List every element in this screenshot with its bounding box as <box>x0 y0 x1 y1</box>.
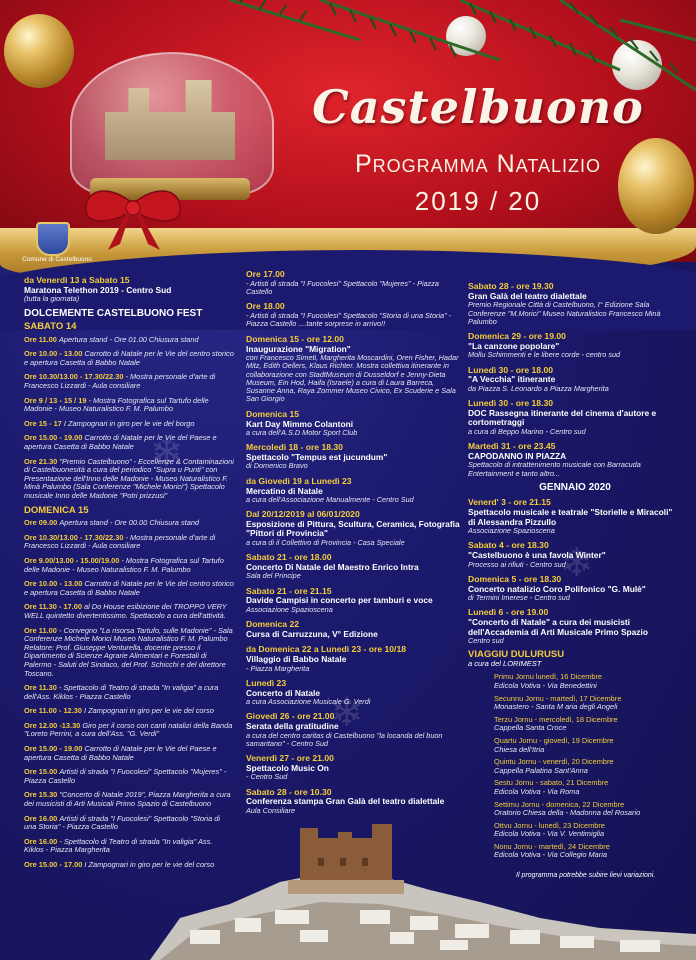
event-desc: Centro sud <box>468 635 504 645</box>
viaggiu-place: Edicola Votiva - Via Benedettini <box>494 680 597 690</box>
event-date: Domenica 22 <box>246 619 300 630</box>
event-title: Spettacolo "Tempus est jucundum" <box>246 452 388 463</box>
event-date: Martedì 31 - ore 23.45 <box>468 441 556 451</box>
event-date: Domenica 29 - ore 19.00 <box>468 331 566 342</box>
schedule-time: Ore 10.30/13.00 - 17.30/22.30 <box>24 372 124 382</box>
event <box>468 541 682 569</box>
schedule-item <box>24 768 234 785</box>
schedule-item <box>24 707 234 716</box>
schedule-item <box>24 336 234 345</box>
event-desc: Premio Regionale Città di Castelbuono, I° Edizione Sala Conferenze "M.Morici" Museo Naturalistico Francesco Minà Palumbo <box>468 300 661 326</box>
event-title: Villaggio di Babbo Natale <box>246 654 347 665</box>
event-date: Mercoledì 18 - ore 18.30 <box>246 442 343 453</box>
schedule-item <box>24 420 234 429</box>
schedule-item <box>24 434 234 451</box>
event-date: da Domenica 22 a Lunedì 23 - ore 10/18 <box>246 644 407 655</box>
sabato-list <box>24 336 234 501</box>
viaggiu-place: Chiesa dell'Itria <box>494 744 545 754</box>
schedule-desc: "Concerto di Natale 2019", Piazza Margherita a cura dei musicisti di Arti Musicali Primo Spazio di Castelbuono <box>24 790 231 809</box>
viaggiu-day: Quartu Jornu - giovedì, 19 Dicembre <box>494 735 614 745</box>
event <box>468 282 682 326</box>
event-desc: a cura dell'A.S.D Motor Sport Club <box>246 427 358 437</box>
event <box>468 442 682 478</box>
event-desc: da Piazza S. Leonardo a Piazza Margherita <box>468 383 609 393</box>
event-desc: di Termini Imerese - Centro sud <box>468 593 570 602</box>
comune-label: Comune di Castelbuono <box>22 256 92 263</box>
event-title: Conferenza stampa Gran Galà del teatro dialettale <box>246 796 445 807</box>
schedule-desc: Artisti di strada "I Fuocolesi" Spettacolo "Mujeres" - Piazza Castello <box>24 767 227 785</box>
viaggiu-title: VIAGGIU DULURUSU <box>468 649 565 661</box>
viaggiu-place: Monastero - Santa M aria degli Angeli <box>494 702 618 712</box>
snowflake-icon: ❄ <box>330 691 364 735</box>
event-desc: Sala del Principe <box>246 571 301 581</box>
event-title: CAPODANNO IN PIAZZA <box>468 450 567 461</box>
event-date: Sabato 21 - ore 18.00 <box>246 552 332 563</box>
schedule-time: Ore 15.00 - 17.00 <box>24 860 83 869</box>
schedule-desc: - Mostra personale d'arte di Francesco Lizzardi - Aula consiliare <box>24 372 216 391</box>
event-title: "La canzone popolare" <box>468 340 560 351</box>
schedule-item <box>24 684 234 701</box>
schedule-time: Ore 10.00 - 13.00 <box>24 579 83 589</box>
event-desc: Mollu Schimmenti e le libere corde - centro sud <box>468 350 621 360</box>
event-title: Concerto natalizio Coro Polifonico "G. Mulè" <box>468 583 646 594</box>
event-desc: Associazione Spazioscena <box>468 526 555 535</box>
viaggiu-item <box>494 758 682 775</box>
schedule-desc: I Zampognari in giro per le vie del borgo <box>63 418 195 428</box>
event-date: Sabato 28 - ore 19.30 <box>468 281 554 291</box>
event-date: Ore 18.00 <box>246 301 285 312</box>
event <box>246 645 464 673</box>
schedule-time: Ore 15.00 - 19.00 <box>24 744 83 754</box>
event-title: Maratona Telethon 2019 - Centro Sud <box>24 284 172 295</box>
snowflake-icon: ❄ <box>150 431 184 475</box>
event-desc: - Piazza Margherita <box>246 663 310 673</box>
schedule-desc: - Mostra Fotografica sul Tartufo delle Madonie - Museo Naturalistico F. M. Palumbo <box>24 395 209 414</box>
january-heading: GENNAIO 2020 <box>539 481 611 493</box>
program-year: 2019 / 20 <box>414 186 542 216</box>
event-desc: Spettacolo di intrattenimento musicale con Barracuda Entertainment e tanto altro... <box>468 460 641 478</box>
december-events <box>468 282 682 478</box>
event-date: Domenica 15 <box>246 408 300 419</box>
schedule-item <box>24 580 234 597</box>
schedule-item <box>24 519 234 528</box>
event <box>246 410 464 438</box>
event-title: "A Vecchia" itinerante <box>468 374 556 385</box>
schedule-item <box>24 458 234 501</box>
event <box>468 399 682 436</box>
day-heading: DOMENICA 15 <box>24 504 89 516</box>
event-date: Sabato 28 - ore 10.30 <box>246 786 332 797</box>
event-date: Venerd' 3 - ore 21.15 <box>468 497 551 508</box>
event-date: Sabato 4 - ore 18.30 <box>468 540 549 551</box>
schedule-time: Ore 15.00 - 19.00 <box>24 433 83 443</box>
viaggiu-place: Cappella Santa Croce <box>494 723 567 733</box>
schedule-item <box>24 350 234 367</box>
event <box>468 608 682 645</box>
schedule-time: Ore 10.00 - 13.00 <box>24 349 83 359</box>
schedule-desc: Carrotto di Natale per le Vie del centro storico e apertura Casetta di Babbo Natale <box>24 349 234 367</box>
schedule-desc: - Spettacolo di Teatro di strada "In valigia" a cura dell'Ass. Kiklos - Piazza Castello <box>24 683 219 701</box>
schedule-desc: Giro per il corso con canti natalizi della Banda "Loreto Perrini, a cura dell'Ass. "G. Verdi" <box>24 720 233 739</box>
event-desc: - Centro Sud <box>246 772 288 782</box>
schedule-item <box>24 534 234 551</box>
viaggiu-day: Nonu Jornu - martedì, 24 Dicembre <box>494 841 610 851</box>
schedule-item <box>24 745 234 762</box>
event-title: Cursa di Carruzzuna, V° Edizione <box>246 628 378 639</box>
event-desc: a cura dell'Associazione Manualmente - Centro Sud <box>246 494 414 504</box>
event-desc: Aula Consiliare <box>246 805 296 815</box>
column-2 <box>246 270 464 821</box>
viaggiu-place: Cappella Palatina Sant'Anna <box>494 765 588 775</box>
viaggiu-item <box>494 673 682 690</box>
event-date: Domenica 5 - ore 18.30 <box>468 573 562 584</box>
schedule-desc: - Spettacolo di Teatro di strada "In valigia" Ass. Kiklos - Piazza Margherita <box>24 836 213 855</box>
red-bow-icon <box>78 182 188 252</box>
event <box>246 679 464 707</box>
january-events <box>468 498 682 645</box>
event-date: Lunedì 23 <box>246 677 287 688</box>
schedule-time: Ore 16.00 <box>24 836 58 846</box>
viaggiu-place: Oratorio Chiesa della - Madonna del Rosario <box>494 808 641 818</box>
event-date: Domenica 15 - ore 12.00 <box>246 333 344 344</box>
schedule-time: Ore 9.00/13.00 - 15.00/19.00 <box>24 555 120 565</box>
schedule-desc: Apertura stand - Ore 00.00 Chiusura stand <box>59 518 200 528</box>
schedule-desc: Artisti di strada "I Fuocolesi" Spettacolo "Storia di una Storia" - Piazza Castello <box>24 813 221 832</box>
schedule-desc: - Mostra personale d'arte di Francesco Lizzardi - Aula consiliare <box>24 532 216 551</box>
event <box>468 575 682 603</box>
event <box>246 712 464 748</box>
event <box>468 332 682 360</box>
event-title: Inaugurazione "Migration" <box>246 343 351 354</box>
event-title: "Castelbuono è una favola Winter" <box>468 550 606 561</box>
schedule-desc: - Convegno "La risorsa Tartufo, sulle Madonie" - Sala Conferenze Michele Morici Museo Naturalistico F. M. Palumbo Relatore: Prof. Giuseppe Venturella, docente presso il Dipartimento di Scienze Agrarie Alimentari e Forestali di Palermo - Saluti del Sindaco, del Prof. Schicchi e del direttore Toscano. <box>24 625 233 678</box>
event-desc: di Domenico Bravo <box>246 461 308 471</box>
event <box>246 477 464 505</box>
viaggiu-place: Edicola Votiva - Via Collegio Maria <box>494 850 607 860</box>
schedule-time: Ore 11.30 <box>24 683 57 693</box>
page-subtitle: Programma Natalizio <box>354 150 602 178</box>
event-desc: Associazione Spazioscena <box>246 604 333 614</box>
viaggiu-day: Terzu Jornu - mercoledì, 18 Dicembre <box>494 714 618 724</box>
event-title: Davide Campisi in concerto per tamburi e voce <box>246 595 433 606</box>
column-3 <box>468 282 682 864</box>
schedule-item <box>24 627 234 679</box>
event-title: "Concerto di Natale" a cura dei musicisti dell'Accademia di Arti Musicale Primo Spazio <box>468 617 648 637</box>
schedule-time: Ore 10.30/13.00 - 17.30/22.30 <box>24 532 124 542</box>
schedule-desc: Carrotto di Natale per le Vie del Paese e apertura Casetta di Babbo Natale <box>24 744 217 762</box>
day-heading: SABATO 14 <box>24 321 77 333</box>
schedule-time: Ore 09.00 <box>24 518 58 528</box>
snowflake-icon: ❄ <box>560 541 594 585</box>
event-desc: - Artisti di strada "I Fuocolesi" Spettacolo "Mujeres" - Piazza Castello <box>246 278 439 297</box>
event <box>246 620 464 639</box>
castelbuono-town-illustration <box>0 818 696 960</box>
schedule-desc: "Premio Castelbuono" - Eccellenze & Contaminazioni di Castelbuonesità a cura del periodico "Supra u Punti" con Presentazione dell'Inno delle Madonie - Museo Naturalistico F. Minà Palumbo (Sala Conferenze "Michele Morici") Spettacolo musicale Inno delle Madonie "Potri prizzusi" <box>24 456 234 500</box>
viaggiu-day: Quintu Jornu - venerdì, 20 Dicembre <box>494 757 614 767</box>
event-desc: Processo ai rifiuti - Centro sud <box>468 559 566 569</box>
event <box>246 335 464 404</box>
event-date: Lunedì 30 - ore 18.30 <box>468 398 554 409</box>
viaggiu-item <box>494 779 682 796</box>
event <box>246 553 464 581</box>
event-desc: (tutta la giornata) <box>24 294 80 304</box>
event-date: Sabato 21 - ore 21.15 <box>246 585 332 596</box>
event <box>468 498 682 535</box>
schedule-item <box>24 397 234 414</box>
event-title: Gran Galà del teatro dialettale <box>468 290 587 301</box>
schedule-time: Ore 11.00 <box>24 625 57 635</box>
viaggiu-place: Edicola Votiva - Via Roma <box>494 786 580 796</box>
event-date: Dal 20/12/2019 al 06/01/2020 <box>246 509 360 520</box>
event-title: DOC Rassegna itinerante del cinema d'autore e cortometraggi <box>468 407 657 428</box>
schedule-time: Ore 12.00 -13.30 <box>24 720 81 730</box>
viaggiu-item <box>494 695 682 712</box>
event-date: da Venerdì 13 a Sabato 15 <box>24 275 130 285</box>
viaggiu-day: Ottvu Jornu - lunedì, 23 Dicembre <box>494 820 605 830</box>
event-title: Mercatino di Natale <box>246 485 323 496</box>
schedule-time: Ore 15 - 17 <box>24 418 62 428</box>
page-title: Castelbuono <box>312 80 644 134</box>
schedule-item <box>24 373 234 390</box>
event-title: Serata della gratitudine <box>246 721 339 732</box>
event-desc: a cura Associazione Musicale G. Verdi <box>246 697 371 707</box>
schedule-item <box>24 603 234 620</box>
schedule-time: Ore 11.30 - 17.00 <box>24 602 82 612</box>
event-title: Esposizione di Pittura, Scultura, Ceramica, Fotografia "Pittori di Provincia" <box>246 519 460 539</box>
telethon-event <box>24 276 234 304</box>
event-desc: - Artisti di strada "I Fuocolesi" Spettacolo "Storia di una Storia" - Piazza Castello ....tante sorprese in arrivo!! <box>246 311 452 329</box>
schedule-time: Ore 21.30 <box>24 456 58 466</box>
event <box>246 754 464 782</box>
event-title: Spettacolo musicale e teatrale "Storielle e Miracoli" di Alessandra Pizzullo <box>468 507 673 527</box>
event-date: Giovedì 26 - ore 21.00 <box>246 711 335 722</box>
viaggiu-subtitle: a cura del LORIMEST <box>468 658 542 668</box>
event-title: Concerto Di Natale del Maestro Enrico Intra <box>246 561 419 572</box>
gold-bauble-icon <box>4 14 74 88</box>
variation-note: Il programma potrebbe subire lievi variazioni. <box>516 872 656 879</box>
schedule-time: Ore 15.30 <box>24 790 58 800</box>
schedule-time: Ore 11.00 <box>24 334 57 344</box>
schedule-desc: al Do House esibizione dei TROPPO VERY WELL quintetto divertentissimo. Spettacolo a cura dell'attività. <box>24 602 227 620</box>
schedule-time: Ore 11.00 - 12.30 <box>24 706 82 716</box>
viaggiu-place: Edicola Votiva - Via V. Ventimiglia <box>494 829 605 839</box>
schedule-item <box>24 791 234 808</box>
event-date: Ore 17.00 <box>246 269 285 279</box>
event <box>246 587 464 615</box>
event-date: Venerdì 27 - ore 21.00 <box>246 753 334 764</box>
viaggiu-item <box>494 737 682 754</box>
event-title: Concerto di Natale <box>246 687 320 698</box>
event-desc: a cura di Beppo Marino - Centro sud <box>468 426 586 436</box>
schedule-desc: - Mostra Fotografica sul Tartufo delle Madonie - Museo Naturalistico F. M. Palumbo <box>24 555 224 574</box>
schedule-desc: I Zampognari in giro per le vie del corso <box>84 706 214 716</box>
schedule-desc: Carrotto di Natale per le Vie del Paese e apertura Casetta di Babbo Natale <box>24 433 217 452</box>
comune-crest-icon <box>36 222 70 256</box>
event-date: Lunedì 30 - ore 18.00 <box>468 364 554 375</box>
event-date: da Giovedì 19 a Lunedì 23 <box>246 475 352 486</box>
column-1 <box>24 276 234 876</box>
viaggiu-item <box>494 716 682 733</box>
event <box>246 302 464 328</box>
schedule-time: Ore 16.00 <box>24 813 58 823</box>
schedule-item <box>24 557 234 574</box>
fest-heading: DOLCEMENTE CASTELBUONO FEST <box>24 307 203 319</box>
event <box>246 510 464 547</box>
event-desc: con Francesco Simeti, Margherita Moscardini, Oren Fisher, Hadar Mitz, Edith Oellers, Klaus Richter. Mostra collettiva itinerante in collaborazione con StadtMuseum di Dusseldorf e Jenny-Dieta Museum, Ein Hod, Haifa (Israele) a cura di Laura Barreca, Susanne Anna, Raya Zommer Museo Civico, Ex Scuderie e Sala San Giorgio <box>246 352 459 404</box>
event-desc: a cura del centro caritas di Castelbuono "la locanda del buon samaritano" - Centro Sud <box>246 730 443 748</box>
schedule-desc: I Zampognari in giro per le vie del corso <box>84 860 215 869</box>
event-title: Kart Day Mimmo Colantoni <box>246 418 354 429</box>
viaggiu-day: Secunnu Jornu - martedì, 17 Dicembre <box>494 693 622 703</box>
viaggiu-day: Primu Jornu lunedì, 16 Dicembre <box>494 672 603 682</box>
event <box>246 443 464 471</box>
viaggiu-day: Sestu Jornu - sabato, 21 Dicembre <box>494 778 609 788</box>
schedule-item <box>24 722 234 739</box>
event-title: Spettacolo Music On <box>246 762 329 773</box>
event <box>468 366 682 394</box>
schedule-time: Ore 9 / 13 - 15 / 19 <box>24 395 87 405</box>
event-date: Lunedì 6 - ore 19.00 <box>468 607 549 618</box>
schedule-desc: Apertura stand - Ore 01.00 Chiusura stand <box>58 334 199 344</box>
viaggiu-day: Settimu Jornu - domenica, 22 Dicembre <box>494 799 625 809</box>
event <box>246 270 464 296</box>
schedule-desc: Carrotto di Natale per le Vie del centro storico e apertura Casetta di Babbo Natale <box>24 579 234 597</box>
viaggiu-item <box>494 801 682 818</box>
event-desc: a cura di il Collettivo di Provincia - Casa Speciale <box>246 537 405 547</box>
event <box>246 788 464 816</box>
schedule-time: Ore 15.00 <box>24 767 58 777</box>
